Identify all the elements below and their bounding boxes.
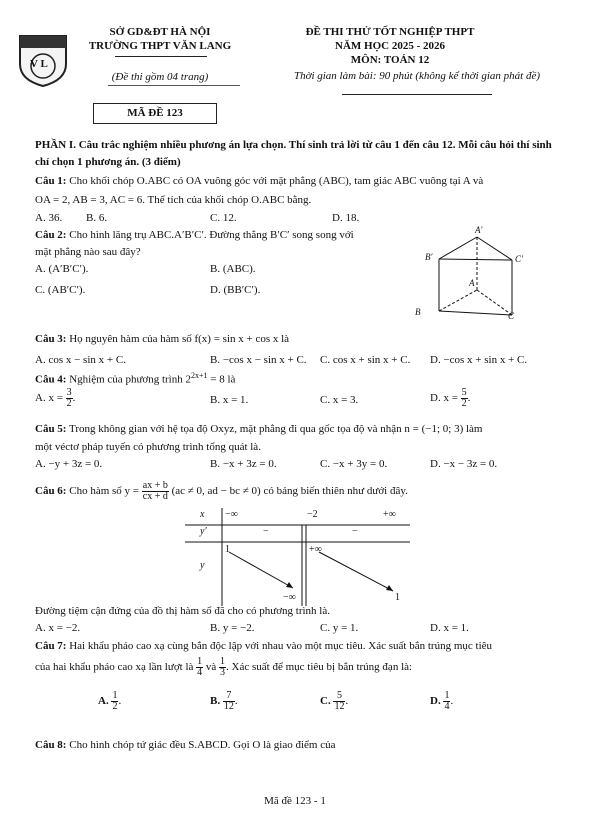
q6-option-a[interactable]: A. x = −2. [35, 622, 81, 634]
q7-p2-den: 3 [220, 667, 226, 678]
fig-label-c-top: C′ [515, 254, 523, 264]
q7-text2-post: . Xác suất để mục tiêu bị bắn trúng đạn là: [226, 661, 413, 674]
q6-frac-den: cx + d [142, 491, 168, 502]
q2-option-a[interactable]: A. (A′B′C′). [35, 263, 89, 275]
q4-text: Nghiệm của phương trình 2 [69, 373, 191, 386]
q7-d-fraction [443, 691, 450, 712]
q7-option-a[interactable]: A. $\frac{1}{2}$ . [98, 690, 122, 712]
q3-option-c[interactable]: C. cos x + sin x + C. [320, 354, 411, 366]
q6-option-d[interactable]: D. x = 1. [430, 622, 469, 634]
header-left-rule-2 [108, 85, 240, 86]
q2-option-c[interactable]: C. (AB′C′). [35, 284, 86, 296]
q7-option-c[interactable]: C. $\frac{5}{12}$ . [320, 690, 349, 712]
q7-b-fraction [223, 691, 235, 712]
q3-option-a[interactable]: A. cos x − sin x + C. [35, 354, 126, 366]
q7-prob-2 [219, 657, 226, 678]
q4-a-num: 3 [66, 387, 72, 398]
q1-text-line1: Cho khối chóp O.ABC có OA vuông góc với mặt phẳng (ABC), tam giác ABC vuông tại A và [69, 175, 484, 187]
q7-d-num: 1 [444, 690, 450, 701]
q7-c-den: 12 [334, 701, 345, 712]
q2-text-line2: mặt phẳng nào sau đây? [35, 246, 141, 258]
variation-table [185, 508, 410, 606]
q7-b-den: 12 [223, 701, 234, 712]
q5-text-line1: Trong không gian với hệ tọa độ Oxyz, mặt phẳng đi qua gốc tọa độ và nhận n = (−1; 0; 3) làm [69, 423, 483, 435]
q6-after-text: Đường tiệm cận đứng của đồ thị hàm số đã cho có phương trình là. [35, 605, 330, 617]
question-4 [35, 371, 235, 386]
q5-option-c[interactable]: C. −x + 3y = 0. [320, 458, 388, 470]
school-year: NĂM HỌC 2025 - 2026 [335, 40, 445, 52]
table-x-label: x [200, 509, 205, 520]
q1-option-b[interactable]: B. 6. [86, 212, 108, 224]
q1-option-c[interactable]: C. 12. [210, 212, 237, 224]
q7-a-den: 2 [112, 701, 118, 712]
table-y-left-start: 1 [225, 544, 230, 555]
exam-title: ĐỀ THI THỬ TỐT NGHIỆP THPT [305, 26, 475, 38]
fig-label-a-top: A′ [475, 225, 483, 235]
q4-option-d[interactable]: D. x = $\frac{5}{2}$ . [430, 387, 471, 409]
q5-option-b[interactable]: B. −x + 3z = 0. [210, 458, 277, 470]
header-right-rule [342, 94, 492, 95]
prism-figure [415, 225, 535, 325]
q5-number: Câu 5: [35, 423, 67, 435]
q4-exponent: 2x+1 [191, 371, 208, 380]
q4-a-fraction [66, 388, 73, 409]
table-yp-sign-left: − [263, 526, 269, 537]
table-yp-label: y′ [200, 526, 207, 537]
q7-c-num: 5 [333, 691, 345, 702]
q7-d-den: 4 [444, 701, 450, 712]
pages-note: (Đề thi gồm 04 trang) [111, 71, 209, 83]
fig-label-b-top: B′ [425, 252, 433, 262]
page-footer: Mã đề 123 - 1 [264, 795, 326, 807]
table-y-label: y [200, 560, 205, 571]
q3-text: Họ nguyên hàm của hàm số f(x) = sin x + cos x là [69, 333, 290, 345]
q6-option-c[interactable]: C. y = 1. [320, 622, 359, 634]
q6-number: Câu 6: [35, 485, 67, 498]
q4-number: Câu 4: [35, 373, 67, 386]
q4-option-b[interactable]: B. x = 1. [210, 394, 249, 406]
q4-a-den: 2 [66, 398, 72, 409]
q4-option-a[interactable]: A. x = $\frac{3}{2}$ . [35, 387, 76, 409]
q6-option-b[interactable]: B. y = −2. [210, 622, 255, 634]
q7-a-fraction [111, 691, 118, 712]
table-x-pos-inf: +∞ [383, 509, 396, 520]
header-left-rule [115, 56, 207, 57]
q5-option-a[interactable]: A. −y + 3z = 0. [35, 458, 103, 470]
question-5 [35, 423, 483, 435]
q7-option-b[interactable]: B. $\frac{7}{12}$ . [210, 690, 238, 712]
q3-option-b[interactable]: B. −cos x − sin x + C. [210, 354, 307, 366]
q4-d-num: 5 [461, 387, 467, 398]
department-name: SỞ GD&ĐT HÀ NỘI [109, 26, 211, 38]
q4-d-fraction [461, 388, 468, 409]
q2-number: Câu 2: [35, 229, 67, 241]
q2-option-d[interactable]: D. (BB′C′). [210, 284, 261, 296]
question-1 [35, 175, 483, 187]
q7-p1-den: 4 [197, 667, 203, 678]
q2-text-line1: Cho hình lăng trụ ABC.A′B′C′. Đường thẳng B′C′ song song với [69, 229, 354, 241]
subject: MÔN: TOÁN 12 [350, 54, 430, 66]
q4-a-label: A. x = [35, 392, 63, 405]
question-2 [35, 229, 354, 241]
q4-text-end: = 8 là [207, 373, 236, 386]
q1-text-line2: OA = 2, AB = 3, AC = 6. Thể tích của khối chóp O.ABC bằng. [35, 194, 312, 206]
q4-d-den: 2 [461, 398, 467, 409]
q4-option-c[interactable]: C. x = 3. [320, 394, 359, 406]
fig-label-b: B [415, 307, 421, 317]
q7-p1-num: 1 [197, 656, 203, 667]
q1-option-d[interactable]: D. 18. [332, 212, 360, 224]
q7-prob-1 [196, 657, 203, 678]
q7-text-line1: Hai khẩu pháo cao xạ cùng bắn độc lập với nhau vào một mục tiêu. Xác suất bắn trúng mục tiêu [69, 640, 493, 652]
exam-code: MÃ ĐỀ 123 [127, 107, 183, 119]
q2-option-b[interactable]: B. (ABC). [210, 263, 256, 275]
q7-c-label: C. [320, 695, 331, 708]
q7-text2-pre: của hai khẩu pháo cao xạ lần lượt là [35, 661, 194, 674]
question-8 [35, 739, 336, 751]
fig-label-a: A [469, 278, 475, 288]
q7-and: và [205, 661, 217, 674]
logo-text: V L [30, 58, 48, 70]
q5-option-d[interactable]: D. −x − 3z = 0. [430, 458, 498, 470]
q8-number: Câu 8: [35, 739, 67, 751]
q7-number: Câu 7: [35, 640, 67, 652]
table-yp-sign-right: − [352, 526, 358, 537]
q7-a-label: A. [98, 695, 109, 708]
table-x-neg-inf: −∞ [225, 509, 238, 520]
table-y-right-end: 1 [395, 592, 400, 603]
school-logo [14, 30, 72, 88]
question-6 [35, 481, 408, 502]
exam-code-box [93, 103, 217, 124]
q1-option-a[interactable]: A. 36. [35, 212, 63, 224]
q3-number: Câu 3: [35, 333, 67, 345]
q7-option-d[interactable]: D. $\frac{1}{4}$ . [430, 690, 454, 712]
q7-p2-num: 1 [220, 656, 226, 667]
table-y-left-end: −∞ [283, 592, 296, 603]
fig-label-c: C [508, 311, 515, 321]
q4-d-label: D. x = [430, 392, 458, 405]
q6-text-pre: Cho hàm số y = [69, 485, 139, 498]
q8-text: Cho hình chóp tứ giác đều S.ABCD. Gọi O là giao điểm của [69, 739, 336, 751]
q7-a-num: 1 [112, 690, 118, 701]
q7-d-label: D. [430, 695, 441, 708]
question-3 [35, 333, 289, 345]
q6-frac-num: ax + b [142, 480, 168, 491]
q1-number: Câu 1: [35, 175, 67, 187]
q7-b-num: 7 [223, 691, 235, 702]
q7-c-fraction [333, 691, 345, 712]
q7-b-label: B. [210, 695, 221, 708]
q7-text-line2 [35, 657, 412, 678]
q3-option-d[interactable]: D. −cos x + sin x + C. [430, 354, 528, 366]
time-note: Thời gian làm bài: 90 phút (không kể thời gian phát đề) [293, 70, 541, 82]
q6-function-fraction [142, 481, 169, 502]
school-name: TRƯỜNG THPT VĂN LANG [88, 40, 232, 52]
table-x-critical: −2 [307, 509, 318, 520]
part1-title: PHẦN I. Câu trắc nghiệm nhiều phương án lựa chọn. Thí sinh trả lời từ câu 1 đến câu 12. Mỗi câu hỏi thí sinh chỉ chọn 1 phương án. (3 điểm) [35, 139, 552, 168]
q5-text-line2: một véctơ pháp tuyến có phương trình tổng quát là. [35, 441, 261, 453]
q6-text-post: (ac ≠ 0, ad − bc ≠ 0) có bảng biến thiên như dưới đây. [171, 485, 408, 498]
table-y-right-start: +∞ [309, 544, 322, 555]
question-7 [35, 640, 492, 652]
